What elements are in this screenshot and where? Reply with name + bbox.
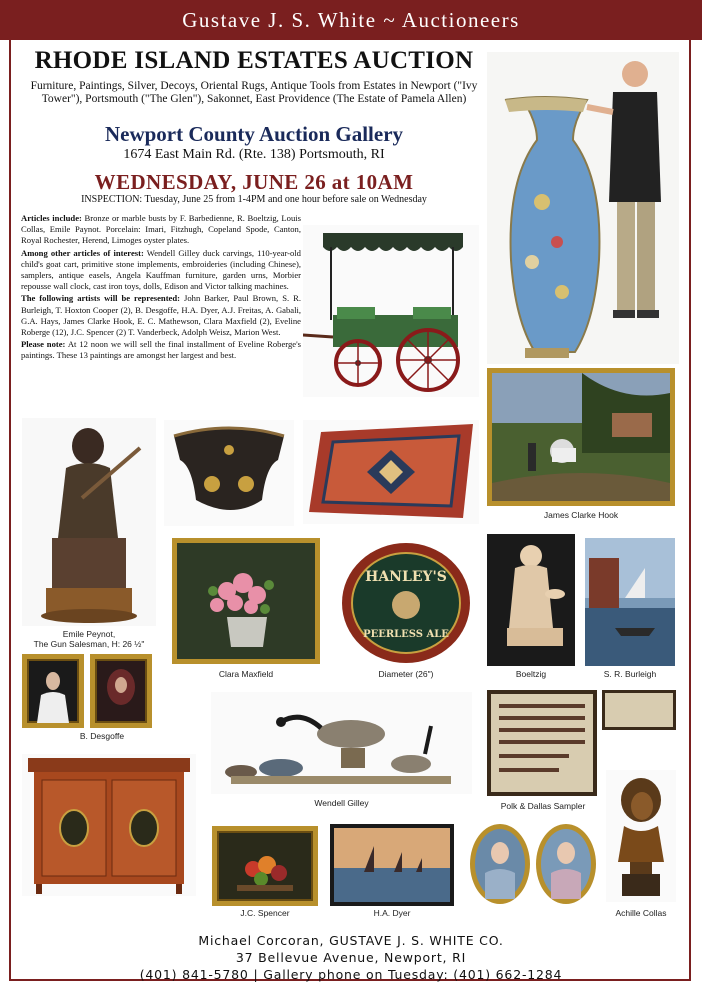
caption-collas: Achille Collas (615, 908, 667, 918)
desgoffe-portrait-1 (22, 654, 84, 728)
collas-bust-photo (606, 770, 676, 902)
tray-bottom-text: PEERLESS ALE (363, 629, 449, 640)
auction-date: WEDNESDAY, JUNE 26 at 10AM (94, 170, 414, 194)
header-banner: Gustave J. S. White ~ Auctioneers (0, 0, 702, 40)
gilley-decoys-photo (211, 692, 472, 794)
maxfield-painting (172, 538, 320, 664)
description-text (21, 213, 301, 363)
paragraph-artists: The following artists will be represented: John Barker, Paul Brown, S. R. Burleigh, T. Hoxton Cooper (2), B. Desgoffe, H.A. Dyer, A.J. Freitas, A. Gabali, G.A. Hays, James Clarke Hook, E. C. Mathewson, Clara Maxfield (2), Eveline Roberge (12), J.C. Spencer (2) T. Vanderbeck, Adolph Weisz, Marion West. (21, 293, 301, 338)
oval-portrait-1 (470, 824, 530, 904)
hanleys-tray-photo (340, 541, 472, 665)
footer-phone: (401) 841-5780 | Gallery phone on Tuesday: (401) 662-1284 (139, 967, 563, 982)
caption-paynot: Emile Peynot, The Gun Salesman, H: 26 ½" (33, 629, 145, 649)
caption-dyer: H.A. Dyer (373, 908, 411, 918)
caption-sampler: Polk & Dallas Sampler (500, 801, 586, 811)
caption-diameter: Diameter (26") (378, 669, 434, 679)
oval-portrait-2 (536, 824, 596, 904)
burleigh-painting (585, 538, 675, 666)
sampler-photo (487, 690, 597, 796)
cabinet-photo (22, 754, 196, 896)
paragraph-articles: Articles include: Bronze or marble busts by F. Barbedienne, R. Boeltzig, Louis Collas, Emile Paynot. Porcelain: Imari, Fitzhugh, Copeland Spode, Canton, Royal Rochester, Herend, Limoges oyster plates. (21, 213, 301, 246)
armor-garment-photo (164, 420, 294, 526)
hook-painting (487, 368, 675, 506)
tray-top-text: HANLEY'S (365, 569, 447, 585)
paynot-statue-photo (22, 418, 156, 626)
sampler-detail-photo (602, 690, 676, 730)
paragraph-interest: Among other articles of interest: Wendell Gilley duck carvings, 110-year-old child's goat cart, primitive stone implements, embroideries (including Chinese), samplers, antique easels, Angela Kauffman furniture, garden urns, Morbier repousse wall clock, cast iron toys, dolls, Edison and Victor talking machines. (21, 247, 301, 292)
oriental-rug-photo (303, 420, 479, 524)
subheadline: Furniture, Paintings, Silver, Decoys, Oriental Rugs, Antique Tools from Estates in Newport ("Ivy Tower"), Portsmouth ("The Glen"), Sakonnet, East Providence (The Estate of Pamela Allen) (30, 80, 478, 105)
caption-boeltzig: Boeltzig (515, 669, 547, 679)
caption-hook: James Clarke Hook (543, 510, 619, 520)
gallery-name: Newport County Auction Gallery (104, 122, 404, 146)
caption-gilley: Wendell Gilley (314, 798, 369, 808)
gallery-address: 1674 East Main Rd. (Rte. 138) Portsmouth, RI (123, 147, 385, 162)
caption-spencer: J.C. Spencer (240, 908, 290, 918)
dyer-painting (330, 824, 454, 906)
caption-maxfield: Clara Maxfield (218, 669, 274, 679)
goat-cart-photo (303, 225, 479, 397)
spencer-painting (212, 826, 318, 906)
paragraph-note: Please note: At 12 noon we will sell the final installment of Eveline Roberge's paintings. These 13 paintings are amongst her largest and best. (21, 339, 302, 361)
footer-address: 37 Bellevue Avenue, Newport, RI (235, 950, 467, 965)
headline: RHODE ISLAND ESTATES AUCTION (34, 47, 474, 74)
footer (0, 932, 702, 983)
boeltzig-sculpture-photo (487, 534, 575, 666)
footer-contact: Michael Corcoran, GUSTAVE J. S. WHITE CO. (198, 933, 504, 948)
caption-desgoffe: B. Desgoffe (79, 731, 125, 741)
desgoffe-portrait-2 (90, 654, 152, 728)
inspection-info: INSPECTION: Tuesday, June 25 from 1-4PM and one hour before sale on Wednesday (81, 194, 427, 205)
vase-photo (487, 52, 679, 364)
caption-burleigh: S. R. Burleigh (603, 669, 657, 679)
